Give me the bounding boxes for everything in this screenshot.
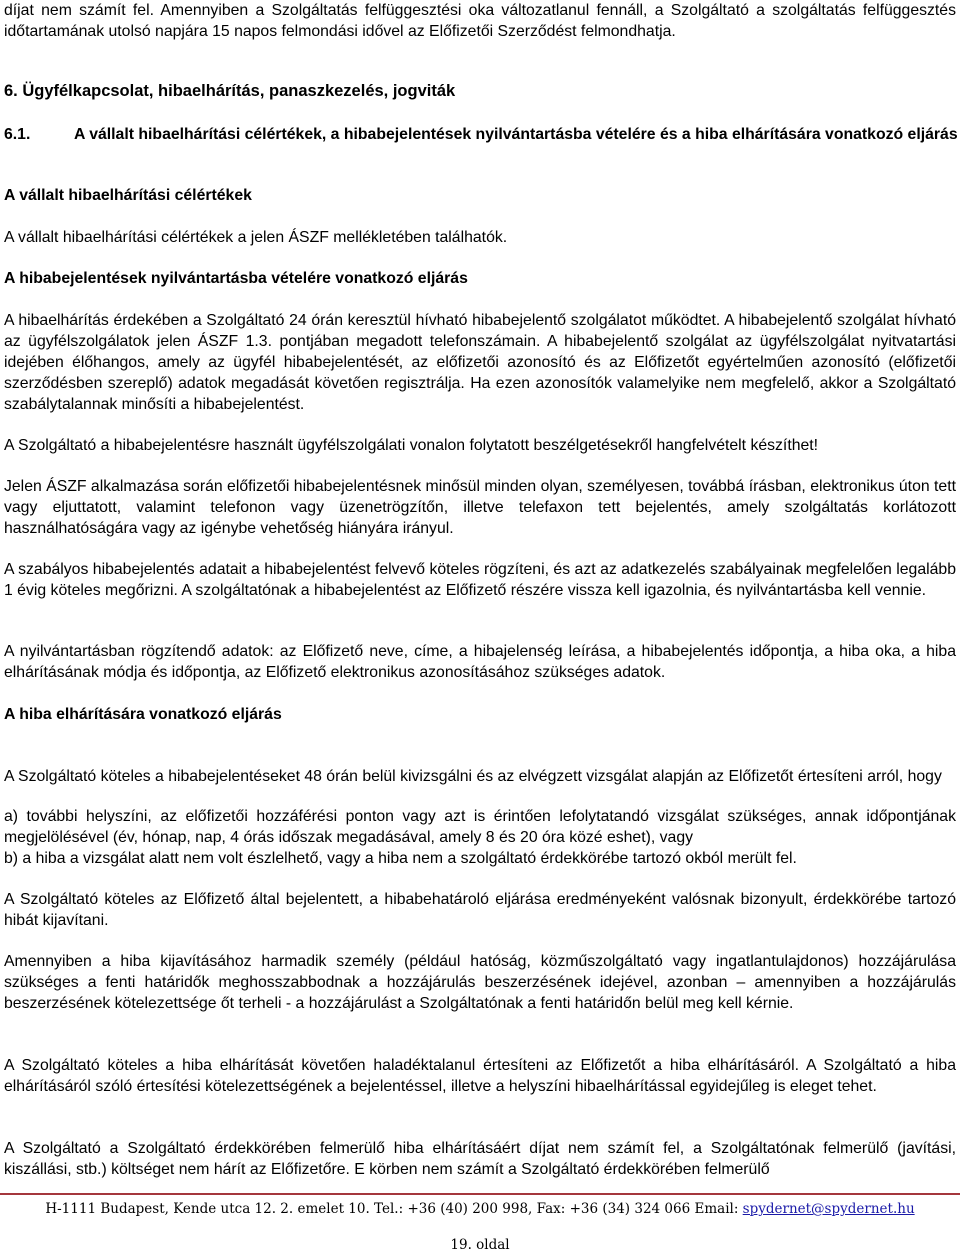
paragraph-ertesiteni: A Szolgáltató köteles a hiba elhárítását követően haladéktalanul értesíteni az Előfizetőt a hiba elhárításáról. A Szolgáltató a hiba elhárításáról szóló értesítési kötelezettségének a bejelentéssel, illetve a helyszíni hibaelhárítással egyidejűleg is eleget tehet. [4,1057,956,1095]
heading-elharitas: A hiba elhárítására vonatkozó eljárás [4,706,282,723]
subsection-6-1-heading [4,124,960,145]
section-6-heading: 6. Ügyfélkapcsolat, hibaelhárítás, panaszkezelés, jogviták [4,82,456,100]
paragraph-celertekek: A vállalt hibaelhárítási célértékek a jelen ÁSZF mellékletében találhatók. [4,229,508,246]
footer-contact [0,1201,960,1217]
list-item-b: b) a hiba a vizsgálat alatt nem volt észlelhető, vagy a hiba nem a szolgáltató érdekkörébe tartozó okból merült fel. [4,850,797,867]
paragraph-hangfelvetel: A Szolgáltató a hibabejelentésre használt ügyfélszolgálati vonalon folytatott beszélgetésekről hangfelvételt készíthet! [4,437,819,454]
list-item-a: a) további helyszíni, az előfizetői hozzáférési ponton vagy azt is érintően lefolytatandó vizsgálat szükséges, annak időpontjának megjelölésével (év, hónap, nap, 4 órás időszak megadásával, amely 8 és 20 óra közé eshet), vagy [4,808,956,846]
paragraph-48-ora: A Szolgáltató köteles a hibabejelentéseket 48 órán belül kivizsgálni és az elvégzett vizsgálat alapján az Előfizetőt értesíteni arról, hogy [4,768,942,785]
paragraph-dijat: A Szolgáltató a Szolgáltató érdekkörében felmerülő hiba elhárításáért díjat nem számít fel, a Szolgáltatónak felmerülő (javítási, kiszállási, stb.) költséget nem hárít az Előfizetőre. E körben nem számít a Szolgáltató érdekkörében felmerülő [4,1140,956,1178]
paragraph-kijavitani: A Szolgáltató köteles az Előfizető által bejelentett, a hibabehatároló eljárása eredményeként valósnak bizonyult, érdekkörébe tartozó hibát kijavítani. [4,891,956,929]
heading-nyilvantartas: A hibabejelentések nyilvántartásba vételére vonatkozó eljárás [4,270,468,287]
subsection-number: 6.1. [4,126,31,143]
paragraph-adatok: A nyilvántartásban rögzítendő adatok: az Előfizető neve, címe, a hibajelenség leírása, a hibabejelentés időpontja, a hiba oka, a hiba elhárításának módja és időpontja, az Előfizető elektronikus azonosításához szükséges adatok. [4,643,956,681]
paragraph-hibaelharitas: A hibaelhárítás érdekében a Szolgáltató 24 órán keresztül hívható hibabejelentő szolgálatot működtet. A hibabejelentő szolgálat hívható az ügyfélszolgálatok jelen ÁSZF 1.3. pontjában megadott telefonszámain. A hibabejelentő szolgálat az ügyfélszolgálat nyitvatartási idejében élőhangos, amely az ügyfél hibabejelentését, az előfizetői azonosító és az Előfizetőt egyértelműen azonosító (előfizetői szerződésben szereplő) adatok megadását követően regisztrálja. Ha ezen azonosítók valamelyike nem megfelelő, akkor a Szolgáltató szabálytalannak minősíti a hibabejelentést. [4,312,956,413]
heading-celertekek: A vállalt hibaelhárítási célértékek [4,187,252,204]
page-number: 19. oldal [450,1237,510,1253]
footer-rule [0,1193,960,1195]
footer-email-link[interactable]: spydernet@spydernet.hu [742,1201,915,1217]
paragraph-szabalyos: A szabályos hibabejelentés adatait a hibabejelentést felvevő köteles rögzíteni, és azt az adatkezelés szabályainak megfelelően legalább 1 évig köteles megőrizni. A szolgáltatónak a hibabejelentést az Előfizető részére vissza kell igazolnia, és nyilvántartásba kell vennie. [4,561,956,599]
paragraph-harmadik-szemely: Amennyiben a hiba kijavításához harmadik személy (például hatóság, közműszolgáltató vagy ingatlantulajdonos) hozzájárulása szükséges a fenti határidők meghosszabbodnak a hozzájárulás beszerzésének idejével, azonban – amennyiben a hozzájárulás beszerzésének kötelezettsége őt terheli - a hozzájárulást a Szolgáltatónak a fenti határidőn belül meg kell kérnie. [4,953,956,1012]
subsection-title: A vállalt hibaelhárítási célértékek, a hibabejelentések nyilvántartásba vételére és a hiba elhárítására vonatkozó eljárás [74,126,958,143]
paragraph-aszf: Jelen ÁSZF alkalmazása során előfizetői hibabejelentésnek minősül minden olyan, személyesen, továbbá írásban, elektronikus úton tett vagy eljuttatott, valamint telefonon vagy üzenetrögzítőn, illetve telefaxon tett bejelentés, amely szolgáltatás korlátozott használhatóságára vagy az igénybe vehetőség hiányára irányul. [4,478,956,537]
footer-address: H-1111 Budapest, Kende utca 12. 2. emelet 10. Tel.: +36 (40) 200 998, Fax: +36 (34) 324 066 Email: [45,1201,743,1217]
intro-paragraph: díjat nem számít fel. Amennyiben a Szolgáltatás felfüggesztési oka változatlanul fennáll, a Szolgáltató a szolgáltatás felfüggesztés időtartamának utolsó napjára 15 napos felmondási idővel az Előfizetői Szerződést felmondhatja. [4,2,956,40]
